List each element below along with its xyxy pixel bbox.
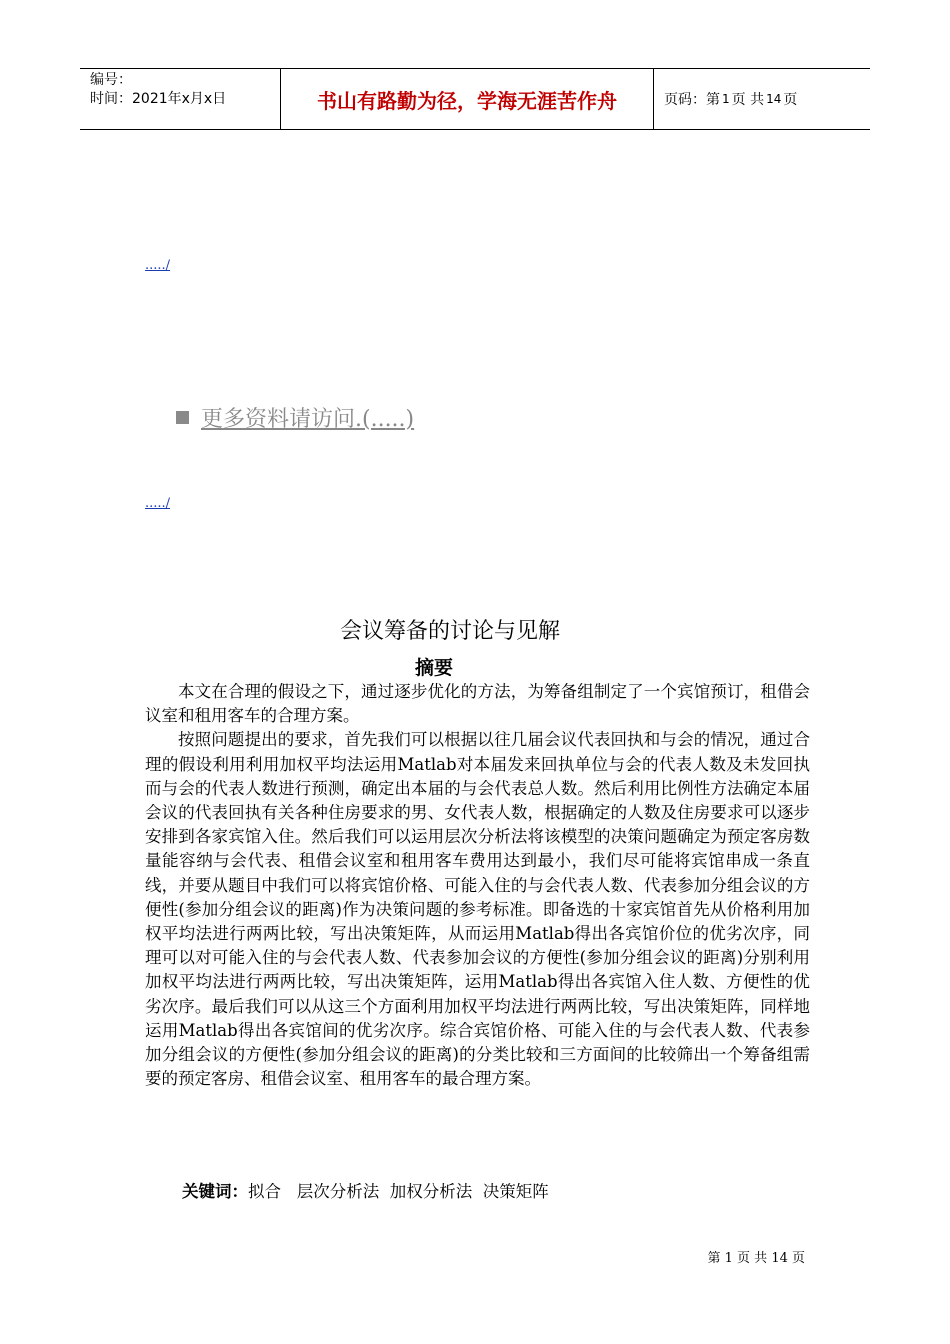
header-motto: 书山有路勤为径，学海无涯苦作舟 [281,69,654,129]
abstract-body [145,680,810,1091]
page-mid: 页 共 [731,92,765,108]
header-meta [80,69,281,129]
time-label: 时间：2021年x月x日 [90,91,227,107]
page-header [80,68,870,130]
page-total: 14 [766,92,782,106]
keywords-text: 拟合 层次分析法 加权分析法 决策矩阵 [248,1182,549,1201]
page-current: 1 [722,92,730,106]
square-bullet-icon [176,411,189,424]
keywords-line [182,1178,549,1202]
page-prefix: 页码：第 [664,92,720,108]
document-title: 会议筹备的讨论与见解 [339,619,560,644]
link-bottom[interactable]: ...../ [145,496,171,511]
page-suffix: 页 [783,92,798,108]
header-page-number [654,69,870,129]
abstract-paragraph-1: 本文在合理的假设之下，通过逐步优化的方法，为筹备组制定了一个宾馆预订，租借会议室和租用客车的合理方案。 [145,682,810,726]
abstract-paragraph-2: 按照问题提出的要求，首先我们可以根据以往几届会议代表回执和与会的情况，通过合理的假设利用利用加权平均法运用Matlab对本届发来回执单位与会的代表人数及未发回执而与会的代表人数进行预测，确定出本届的与会代表总人数。然后利用比例性方法确定本届会议的代表回执有关各种住房要求的男、女代表人数，根据确定的人数及住房要求可以逐步安排到各家宾馆入住。然后我们可以运用层次分析法将该模型的决策问题确定为预定客房数量能容纳与会代表、租借会议室和租用客车费用达到最小，我们尽可能将宾馆串成一条直线，并要从题目中我们可以将宾馆价格、可能入住的与会代表人数、代表参加分组会议的方便性(参加分组会议的距离)作为决策问题的参考标准。即备选的十家宾馆首先从价格利用加权平均法进行两两比较，写出决策矩阵，从而运用Matlab得出各宾馆价位的优劣次序，同理可以对可能入住的与会代表人数、代表参加会议的方便性(参加分组会议的距离)分别利用加权平均法进行两两比较，写出决策矩阵，运用Matlab得出各宾馆入住人数、方便性的优劣次序。最后我们可以从这三个方面利用加权平均法进行两两比较，写出决策矩阵，同样地运用Matlab得出各宾馆间的优劣次序。综合宾馆价格、可能入住的与会代表人数、代表参加分组会议的方便性(参加分组会议的距离)的分类比较和三方面间的比较筛出一个筹备组需要的预定客房、租借会议室、租用客车的最合理方案。 [145,730,810,1089]
visit-banner[interactable] [176,402,414,433]
visit-link-text[interactable]: 更多资料请访问.(.....) [201,407,415,432]
link-top[interactable]: ...../ [145,258,171,273]
abstract-heading: 摘要 [414,657,453,679]
keywords-label: 关键词： [182,1182,248,1201]
page-footer: 第 1 页 共 14 页 [707,1251,805,1266]
number-label: 编号： [90,72,132,88]
